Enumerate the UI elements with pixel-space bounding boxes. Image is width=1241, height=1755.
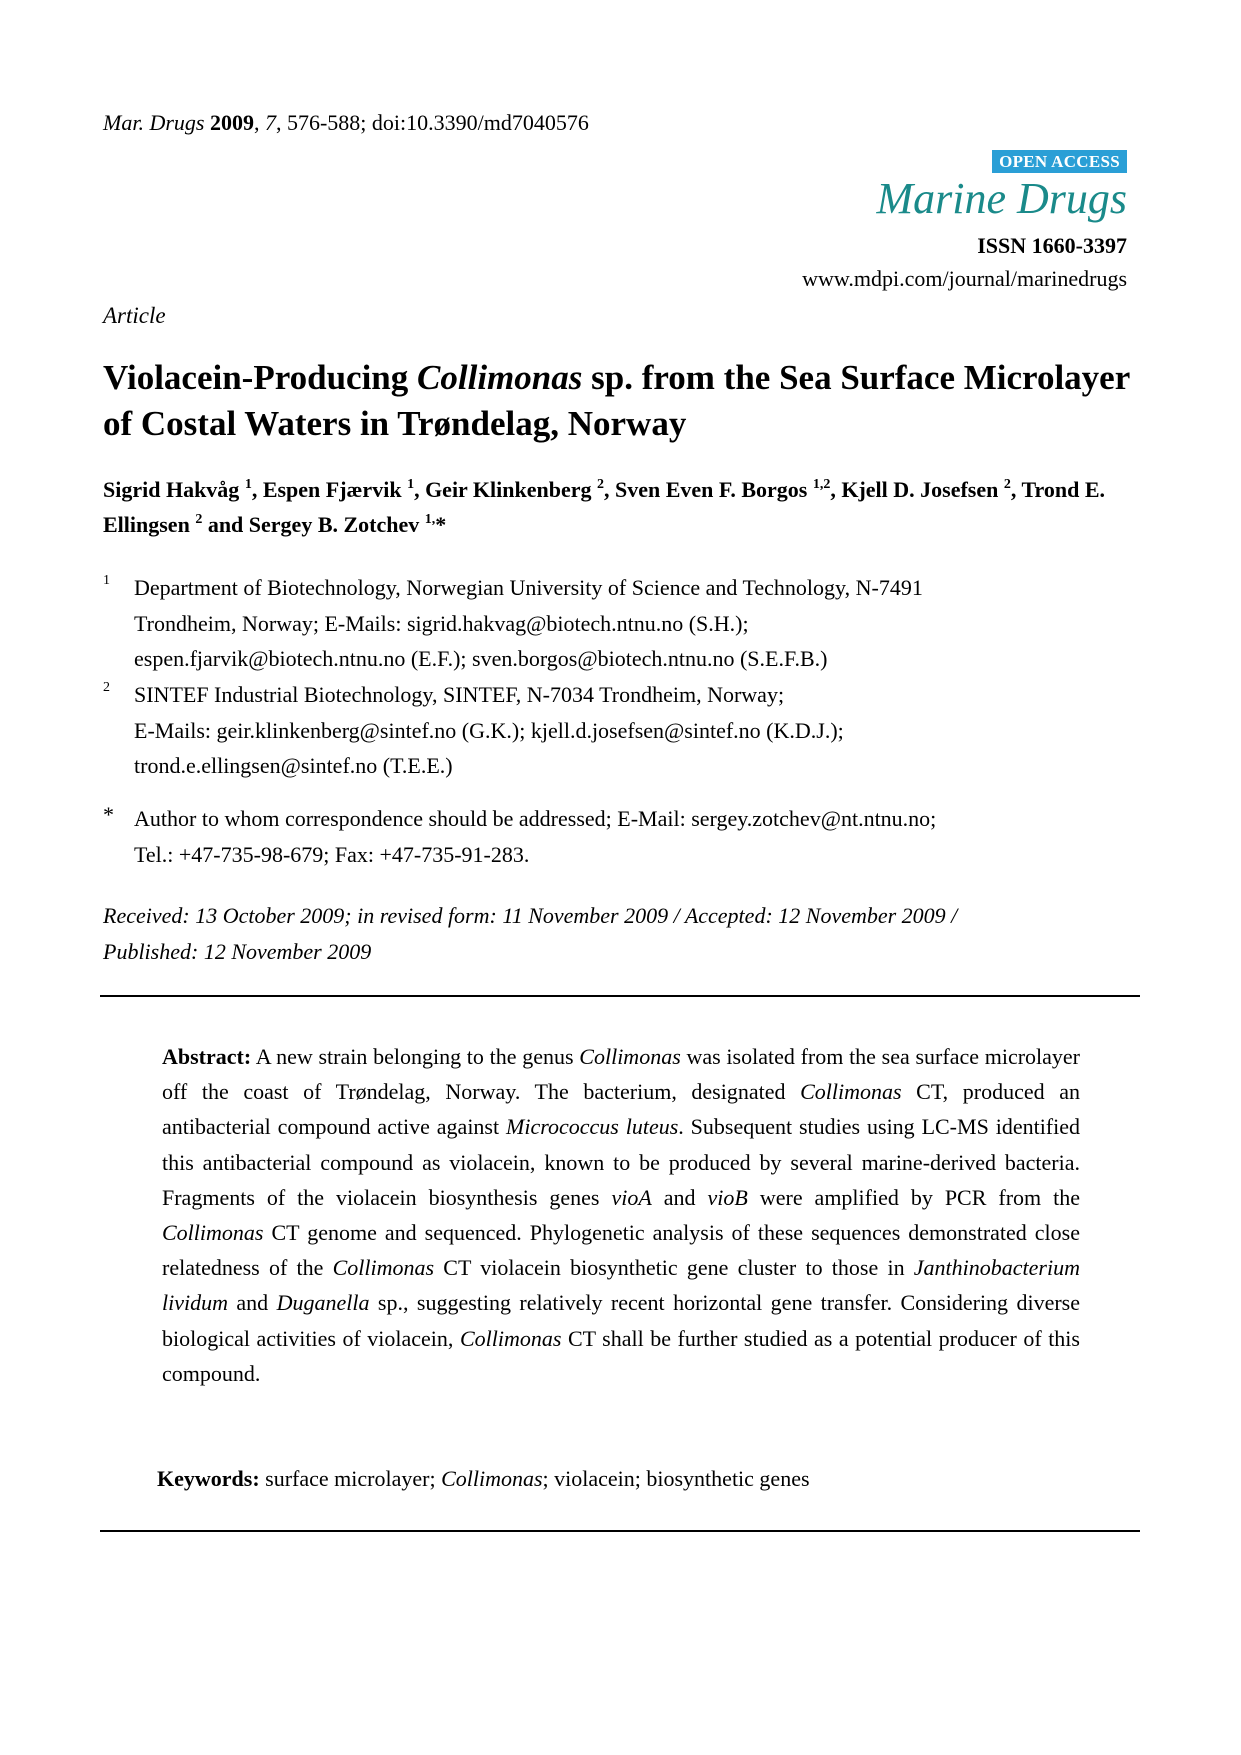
author-separator: , <box>251 477 263 502</box>
text-run: CT shall be further studied as a potential producer of this compound. <box>162 1325 1080 1386</box>
correspondence <box>103 801 1143 872</box>
citation-journal: Mar. Drugs <box>103 110 205 135</box>
author-name: Sigrid Hakvåg <box>103 477 245 502</box>
author-affiliation: 1 <box>407 477 415 492</box>
text-run: surface microlayer; <box>259 1466 442 1491</box>
author-affiliation: 1 <box>244 477 252 492</box>
author-name: Sven Even F. Borgos <box>615 477 813 502</box>
text-run: and <box>651 1184 708 1210</box>
citation-volume: 7 <box>264 110 276 135</box>
title-part-2: sp. from the Sea Surface Microlayer of Costal Waters in Trøndelag, Norway <box>103 358 1130 443</box>
affiliation-line: E-Mails: geir.klinkenberg@sintef.no (G.K.); kjell.d.josefsen@sintef.no (K.D.J.); <box>134 717 844 743</box>
corresponding-author-mark: * <box>435 512 447 537</box>
keywords-body <box>260 1466 810 1491</box>
affiliation-line: trond.e.ellingsen@sintef.no (T.E.E.) <box>134 753 453 778</box>
author-affiliation: 1,2 <box>812 477 831 492</box>
author-name: Kjell D. Josefsen <box>841 477 1004 502</box>
journal-url[interactable]: www.mdpi.com/journal/marinedrugs <box>802 266 1127 291</box>
text-run: and <box>228 1290 277 1316</box>
affiliation-mark: 2 <box>103 680 110 695</box>
author-separator: , <box>604 477 615 502</box>
abstract <box>162 1039 1080 1391</box>
affiliation-mark: 1 <box>103 573 110 588</box>
paper-title <box>103 355 1143 447</box>
author-affiliation: 2 <box>1003 477 1011 492</box>
affiliation-line: Trondheim, Norway; E-Mails: sigrid.hakvag@biotech.ntnu.no (S.H.); <box>134 610 749 636</box>
author-affiliation: 2 <box>597 477 604 492</box>
text-run: CT violacein biosynthetic gene cluster to those in <box>434 1255 914 1281</box>
bottom-divider <box>100 1530 1140 1532</box>
abstract-label: Abstract: <box>162 1044 252 1069</box>
issn: ISSN 1660-3397 <box>977 233 1127 258</box>
correspondence-mark: * <box>103 802 114 827</box>
affiliation-line: espen.fjarvik@biotech.ntnu.no (E.F.); sven.borgos@biotech.ntnu.no (S.E.F.B.) <box>134 646 828 671</box>
publication-dates <box>103 898 1143 969</box>
citation-year: 2009 <box>209 110 254 135</box>
dates-line-1: Received: 13 October 2009; in revised form: 11 November 2009 / Accepted: 12 November 2009 / <box>103 903 958 928</box>
author-list <box>103 472 1138 542</box>
text-run: was isolated from the sea surface microlayer off the coast of Trøndelag, Norway. The bacterium, designated <box>162 1044 1080 1105</box>
citation-line: Mar. Drugs 2009, 7, 576-588; doi:10.3390/md7040576 <box>103 110 589 135</box>
text-run: ; violacein; biosynthetic genes <box>542 1466 810 1491</box>
affiliation-line: SINTEF Industrial Biotechnology, SINTEF, N-7034 Trondheim, Norway; <box>134 682 785 707</box>
italic-term: Collimonas <box>441 1466 543 1491</box>
text-run: A new strain belonging to the genus <box>251 1044 580 1069</box>
author-name: Sergey B. Zotchev <box>248 512 425 537</box>
italic-term: Janthinobacterium lividum <box>162 1255 1080 1316</box>
italic-term: Duganella <box>276 1290 370 1316</box>
top-divider <box>100 995 1140 997</box>
author-affiliation: 1, <box>424 512 436 527</box>
author-affiliation: 2 <box>195 512 203 527</box>
text-run: were amplified by PCR from the <box>747 1184 1081 1210</box>
author-separator: , <box>414 477 426 502</box>
abstract-body <box>162 1044 1080 1386</box>
title-part-1: Violacein-Producing <box>103 358 418 397</box>
text-run: CT genome and sequenced. Phylogenetic analysis of these sequences demonstrated close relatedness of the <box>162 1220 1080 1281</box>
italic-term: Collimonas <box>800 1079 902 1105</box>
dates-line-2: Published: 12 November 2009 <box>103 938 372 964</box>
italic-term: Collimonas <box>332 1255 435 1281</box>
journal-name: Marine Drugs <box>876 174 1127 223</box>
author-name: Espen Fjærvik <box>262 477 408 502</box>
article-type: Article <box>103 303 166 328</box>
title-genus: Collimonas <box>417 358 583 397</box>
affiliation-line: Department of Biotechnology, Norwegian University of Science and Technology, N-7491 <box>134 575 923 600</box>
keywords-label: Keywords: <box>157 1466 260 1491</box>
italic-term: Collimonas <box>459 1325 562 1351</box>
affiliation-2 <box>103 677 1143 784</box>
text-run: sp., suggesting relatively recent horizontal gene transfer. Considering diverse biological activities of violacein, <box>162 1290 1081 1351</box>
italic-term: vioB <box>707 1184 748 1210</box>
author-name: Trond E. Ellingsen <box>103 477 1106 537</box>
correspondence-line: Tel.: +47-735-98-679; Fax: +47-735-91-283. <box>134 841 530 867</box>
text-run: CT, produced an antibacterial compound active against <box>162 1079 1080 1140</box>
author-separator: and <box>202 512 249 537</box>
italic-term: Micrococcus luteus <box>506 1114 679 1140</box>
open-access-badge: OPEN ACCESS <box>992 150 1127 173</box>
citation-rest: , 576-588; doi:10.3390/md7040576 <box>275 110 589 135</box>
affiliation-1 <box>103 570 1143 677</box>
italic-term: Collimonas <box>162 1220 264 1246</box>
author-name: Geir Klinkenberg <box>425 477 597 502</box>
author-separator: , <box>1010 477 1022 502</box>
italic-term: vioA <box>611 1184 652 1210</box>
keywords <box>157 1466 810 1492</box>
author-separator: , <box>830 477 842 502</box>
correspondence-line: Author to whom correspondence should be addressed; E-Mail: sergey.zotchev@nt.ntnu.no; <box>134 806 937 831</box>
text-run: . Subsequent studies using LC-MS identified this antibacterial compound as violacein, known to be produced by several marine-derived bacteria. Fragments of the violacein biosynthesis genes <box>162 1114 1081 1210</box>
italic-term: Collimonas <box>579 1044 681 1069</box>
